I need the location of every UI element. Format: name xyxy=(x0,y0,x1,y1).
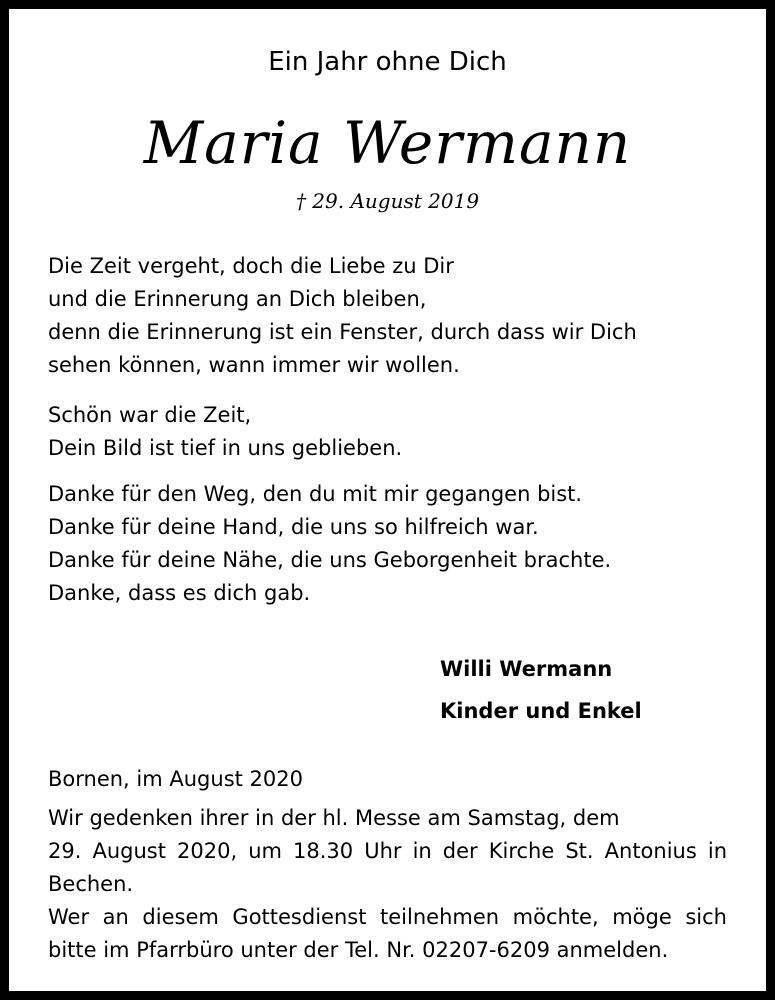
poem-line: denn die Erinnerung ist ein Fenster, durch dass wir Dich xyxy=(48,320,637,344)
deceased-name: Maria Wermann xyxy=(143,109,632,177)
poem-stanza-3 xyxy=(48,478,611,610)
place-and-date: Bornen, im August 2020 xyxy=(48,767,303,791)
notice-line: 29. August 2020, um 18.30 Uhr in der Kirche St. Antonius in xyxy=(48,839,727,863)
poem-stanza-1 xyxy=(48,250,637,382)
notice-line: bitte im Pfarrbüro unter der Tel. Nr. 02207-6209 anmelden. xyxy=(48,938,669,962)
death-date: † 29. August 2019 xyxy=(295,189,480,213)
memorial-mass-notice xyxy=(48,802,727,967)
notice-line: Wer an diesem Gottesdienst teilnehmen möchte, möge sich xyxy=(48,905,727,929)
poem-line: Schön war die Zeit, xyxy=(48,403,252,427)
signature-family: Kinder und Enkel xyxy=(440,699,642,723)
intro-heading: Ein Jahr ohne Dich xyxy=(268,47,507,77)
poem-line: sehen können, wann immer wir wollen. xyxy=(48,353,460,377)
notice-line: Wir gedenken ihrer in der hl. Messe am Samstag, dem xyxy=(48,806,620,830)
poem-line: Danke für deine Nähe, die uns Geborgenheit brachte. xyxy=(48,548,612,572)
poem-line: Danke für den Weg, den du mit mir gegangen bist. xyxy=(48,482,583,506)
signature-name: Willi Wermann xyxy=(440,657,613,681)
poem-stanza-2 xyxy=(48,399,402,465)
poem-line: Danke, dass es dich gab. xyxy=(48,581,311,605)
poem-line: und die Erinnerung an Dich bleiben, xyxy=(48,287,427,311)
poem-line: Die Zeit vergeht, doch die Liebe zu Dir xyxy=(48,254,454,278)
poem-line: Dein Bild ist tief in uns geblieben. xyxy=(48,436,403,460)
notice-line: Bechen. xyxy=(48,872,134,896)
poem-line: Danke für deine Hand, die uns so hilfreich war. xyxy=(48,515,539,539)
